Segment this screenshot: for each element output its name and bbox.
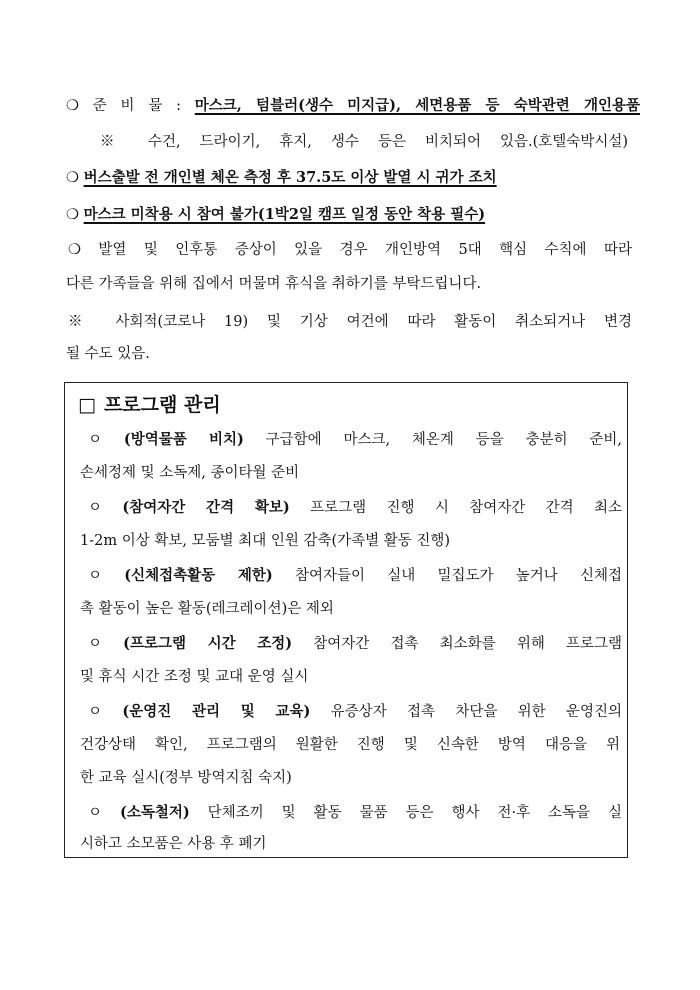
checkbox-icon: □ (78, 394, 96, 416)
program-item-5-line-3: 한 교육 실시(정부 방역지침 숙지) (80, 770, 292, 786)
fever-line-1: ❍ 발열 및 인후통 증상이 있을 경우 개인방역 5대 핵심 수칙에 따라 (68, 242, 632, 258)
program-item-6-line-2: 시하고 소모품은 사용 후 폐기 (80, 836, 267, 852)
bullet-icon: ❍ (66, 98, 79, 114)
fever-line-2: 다른 가족들을 위해 집에서 머물며 휴식을 취하기를 부탁드립니다. (66, 276, 482, 292)
supplies-label: 준 비 물 : (92, 98, 181, 114)
program-item-2-line-1 (88, 496, 622, 520)
item-text: 참여자간 접촉 최소화를 위해 프로그램 (313, 636, 623, 652)
bullet-icon: ❍ (66, 207, 79, 223)
item-heading: (소독철저) (119, 804, 190, 821)
program-item-5-line-1 (88, 700, 622, 724)
item-text: 프로그램 진행 시 참여자간 간격 최소 (310, 500, 623, 516)
item-heading: (방역물품 비치) (123, 431, 244, 448)
item-text: 구급함에 마스크, 체온계 등을 충분히 준비, (265, 432, 623, 448)
program-item-4-line-1 (88, 632, 622, 656)
program-item-3-line-1 (88, 564, 622, 588)
supplies-text: 마스크, 텀블러(생수 미지급), 세면용품 등 숙박관련 개인용품 (194, 97, 641, 114)
bullet-icon: ❍ (66, 170, 79, 186)
program-item-5-line-2: 건강상태 확인, 프로그램의 원활한 진행 및 신속한 방역 대응을 위 (80, 737, 620, 753)
supplies-line (66, 94, 640, 118)
program-item-1-line-2: 손세정제 및 소독제, 종이타월 준비 (80, 465, 300, 481)
mask-line (66, 203, 640, 227)
bullet-icon: ㅇ (88, 568, 103, 584)
item-heading: (프로그램 시간 조정) (123, 635, 293, 652)
item-text: 참여자들이 실내 밀집도가 높거나 신체접 (294, 568, 622, 584)
bullet-icon: ㅇ (88, 500, 103, 516)
item-heading: (참여자간 간격 확보) (122, 499, 290, 516)
program-item-1-line-1 (88, 428, 622, 452)
item-heading: (신체접촉활동 제한) (124, 567, 273, 584)
item-heading: (운영진 관리 및 교육) (122, 703, 311, 720)
bullet-icon: ㅇ (88, 432, 103, 448)
notice-line-2: 될 수도 있음. (66, 346, 150, 362)
bullet-icon: ㅇ (88, 805, 103, 821)
program-item-2-line-2: 1-2m 이상 확보, 모둠별 최대 인원 감축(가족별 활동 진행) (80, 533, 451, 549)
bullet-icon: ㅇ (88, 704, 103, 720)
temperature-text: 버스출발 전 개인별 체온 측정 후 37.5도 이상 발열 시 귀가 조치 (83, 169, 497, 186)
program-item-6-line-1 (88, 801, 622, 825)
notice-line-1: ※ 사회적(코로나 19) 및 기상 여건에 따라 활동이 취소되거나 변경 (68, 314, 632, 330)
bullet-icon: ㅇ (88, 636, 103, 652)
item-text: 단체조끼 및 활동 물품 등은 행사 전·후 소독을 실 (207, 805, 622, 821)
program-box-title (78, 392, 221, 418)
temperature-line (66, 166, 640, 190)
supplies-note: ※ 수건, 드라이기, 휴지, 생수 등은 비치되어 있음.(호텔숙박시설) (100, 134, 628, 150)
program-title-text: 프로그램 관리 (103, 394, 221, 416)
program-item-4-line-2: 및 휴식 시간 조정 및 교대 운영 실시 (80, 669, 309, 685)
mask-text: 마스크 미착용 시 참여 불가(1박2일 캠프 일정 동안 착용 필수) (83, 206, 486, 223)
item-text: 유증상자 접촉 차단을 위한 운영진의 (330, 704, 623, 720)
program-item-3-line-2: 촉 활동이 높은 활동(레크레이션)은 제외 (80, 601, 334, 617)
